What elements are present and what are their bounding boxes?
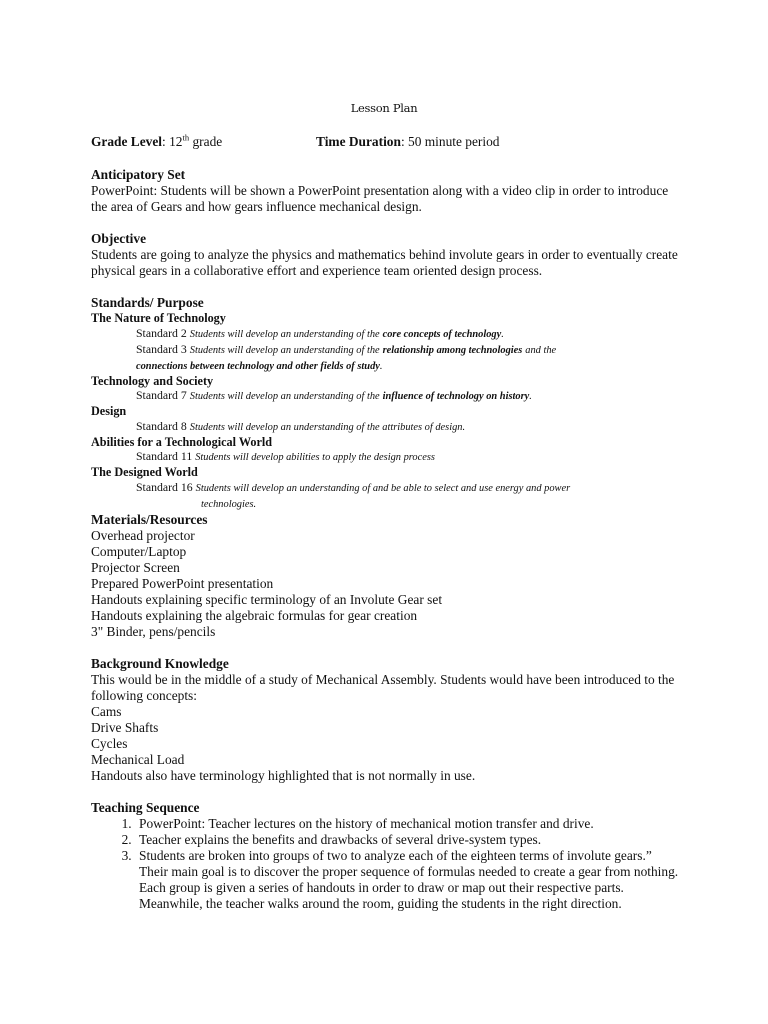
concepts-list [91, 704, 681, 768]
list-item: Overhead projector [91, 527, 195, 543]
materials-heading: Materials/Resources [91, 511, 208, 527]
grade-superscript: th [182, 132, 190, 143]
list-item: 3. Students are broken into groups of two to analyze each of the eighteen terms of involute gears.” Their main goal is to discover the proper sequence of formulas needed to create a gear from nothing. Each group is given a series of handouts in order to draw or map out their respective parts. Meanwhile, the teacher walks around the room, guiding the students in the right direction. [135, 848, 681, 912]
standards-group-title: Abilities for a Technological World [91, 434, 273, 449]
background-heading: Background Knowledge [91, 655, 229, 671]
standard-item: Standard 2 Students will develop an understanding of the core concepts of technology. [136, 325, 504, 340]
list-item: Cycles [91, 735, 128, 751]
grade-level-label: Grade Level [91, 134, 163, 149]
time-duration-value: : 50 minute period [400, 134, 500, 149]
anticipatory-heading: Anticipatory Set [91, 167, 186, 182]
standards-heading: Standards/ Purpose [91, 295, 204, 310]
list-item: 3" Binder, pens/pencils [91, 623, 216, 639]
standards-group-title: Design [91, 404, 127, 418]
standard-item: Standard 3 Students will develop an understanding of the relationship among technologies and the connections between technology and other fields of study. [136, 341, 557, 372]
list-item: Projector Screen [91, 559, 180, 575]
background-outro: Handouts also have terminology highlighted that is not normally in use. [91, 767, 476, 783]
standard-item: Standard 16 Students will develop an understanding of and be able to select and use energy and power technologies. [136, 479, 571, 510]
standards-group-title: Technology and Society [91, 373, 214, 388]
list-item: Handouts explaining the algebraic formulas for gear creation [91, 607, 418, 623]
standard-item: Standard 8 Students will develop an understanding of the attributes of design. [136, 418, 466, 433]
list-item: 1. PowerPoint: Teacher lectures on the history of mechanical motion transfer and drive. [135, 816, 681, 832]
objective-text: Students are going to analyze the physics and mathematics behind involute gears in order to eventually create physical gears in a collaborative effort and experience team oriented design process. [91, 247, 678, 278]
anticipatory-text: PowerPoint: Students will be shown a PowerPoint presentation along with a video clip in order to introduce the area of Gears and how gears influence mechanical design. [91, 183, 669, 214]
objective-heading: Objective [91, 231, 147, 246]
grade-suffix: grade [189, 134, 223, 149]
list-item: Prepared PowerPoint presentation [91, 575, 274, 591]
teaching-steps [91, 816, 681, 912]
teaching-heading: Teaching Sequence [91, 799, 200, 815]
list-item: Drive Shafts [91, 719, 159, 735]
grade-number: 12 [169, 134, 183, 149]
list-item: 2. Teacher explains the benefits and drawbacks of several drive-system types. [135, 832, 681, 848]
time-duration-label: Time Duration [316, 134, 401, 149]
document-title: Lesson Plan [350, 101, 418, 115]
list-item: Handouts explaining specific terminology of an Involute Gear set [91, 591, 443, 607]
time-duration [316, 134, 500, 150]
standards-group-title: The Nature of Technology [91, 311, 226, 325]
materials-list [91, 528, 681, 640]
grade-level: Grade Level: 12th grade [91, 132, 223, 149]
list-item: Computer/Laptop [91, 543, 187, 559]
document-body [91, 134, 681, 912]
standard-item: Standard 7 Students will develop an understanding of the influence of technology on history. [136, 388, 532, 402]
standards-group-title: The Designed World [91, 465, 198, 479]
list-item: Cams [91, 703, 122, 719]
header-row [91, 134, 681, 154]
standard-item: Standard 11 Students will develop abilities to apply the design process [136, 449, 435, 463]
background-intro: This would be in the middle of a study of Mechanical Assembly. Students would have been introduced to the following concepts: [91, 671, 675, 703]
list-item: Mechanical Load [91, 751, 185, 767]
